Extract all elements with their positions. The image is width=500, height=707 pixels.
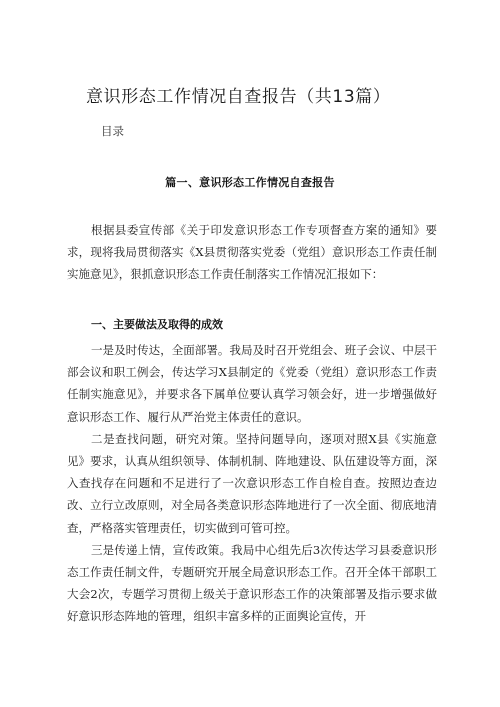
paragraph-2: 二是查找问题，研究对策。坚持问题导向，逐项对照X县《实施意见》要求，认真从组织领导、体制机制、阵地建设、队伍建设等方面，深入查找存在问题和不足进行了一次意识形态工作自检自查。按照边查边改、立行立改原则，对全局各类意识形态阵地进行了一次全面、彻底地清查，严格落实管理责任，切实做到可管可控。 [67, 431, 437, 535]
body-paragraphs [67, 339, 437, 628]
section-heading: 篇一、意识形态工作情况自查报告 [165, 176, 335, 189]
intro-block [67, 219, 437, 286]
document-title: 意识形态工作情况自查报告（共13篇） [86, 87, 391, 107]
paragraph-1: 一是及时传达，全面部署。我局及时召开党组会、班子会议、中层干部会议和职工例会，传达学习X县制定的《党委（党组）意识形态工作责任制实施意见》，并要求各下属单位要认真学习领会好，进一步增强做好意识形态工作、履行从严治党主体责任的意识。 [67, 343, 437, 424]
paragraph-3: 三是传递上情，宣传政策。我局中心组先后3次传达学习县委意识形态工作责任制文件，专题研究开展全局意识形态工作。召开全体干部职工大会2次，专题学习贯彻上级关于意识形态工作的决策部署及指示要求做好意识形态阵地的管理，组织丰富多样的正面舆论宣传，开 [67, 542, 437, 624]
subheading-main-practices: 一、主要做法及取得的成效 [91, 318, 223, 331]
intro-paragraph: 根据县委宣传部《关于印发意识形态工作专项督查方案的通知》要求，现将我局贯彻落实《X县贯彻落实党委（党组）意识形态工作责任制实施意见》，狠抓意识形态工作责任制落实工作情况汇报如下： [67, 223, 437, 282]
table-of-contents-label: 目录 [101, 124, 124, 138]
